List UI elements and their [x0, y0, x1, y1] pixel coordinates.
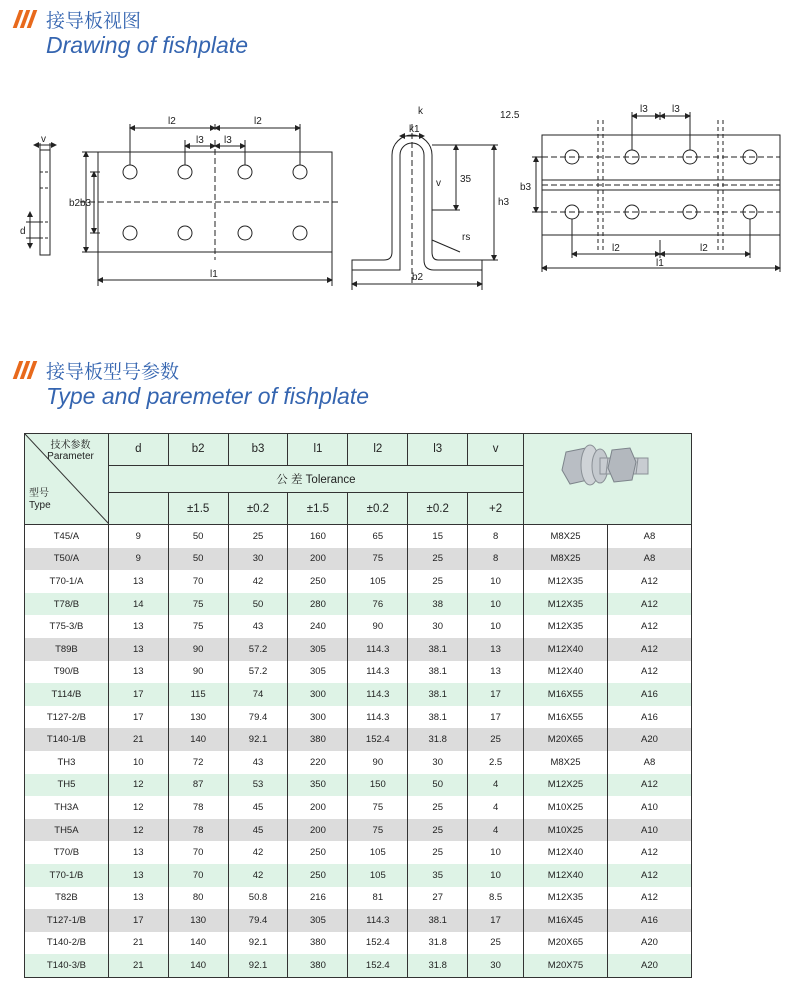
corner-parameter-label: 技术参数 Parameter [47, 440, 94, 462]
cell-type: T89B [25, 638, 109, 661]
cell-b2: 70 [168, 864, 228, 887]
cell-d: 10 [108, 751, 168, 774]
cell-b2: 130 [168, 909, 228, 932]
table-row [25, 661, 692, 684]
cell-v: 10 [468, 841, 524, 864]
cell-v: 4 [468, 796, 524, 819]
tolerance-b3: ±0.2 [228, 493, 288, 525]
table-row [25, 638, 692, 661]
dim-label-l3-top-right: l3 [672, 104, 680, 115]
table-row [25, 887, 692, 910]
cell-type: TH3 [25, 751, 109, 774]
cell-v: 17 [468, 683, 524, 706]
cell-l2: 76 [348, 593, 408, 616]
cell-l2: 152.4 [348, 728, 408, 751]
cell-b2: 90 [168, 661, 228, 684]
cell-grade: A10 [607, 819, 691, 842]
cell-l3: 15 [408, 525, 468, 548]
cell-bolt: M12X35 [524, 615, 608, 638]
dim-label-h3: h3 [498, 197, 510, 208]
cell-bolt: M16X55 [524, 706, 608, 729]
cell-grade: A12 [607, 570, 691, 593]
cell-l3: 38 [408, 593, 468, 616]
cell-grade: A16 [607, 683, 691, 706]
cell-l3: 35 [408, 864, 468, 887]
dim-label-l1-top: l1 [656, 258, 664, 269]
cell-l1: 160 [288, 525, 348, 548]
cell-l3: 31.8 [408, 954, 468, 977]
cell-b3: 42 [228, 570, 288, 593]
cell-bolt: M16X55 [524, 683, 608, 706]
cell-bolt: M8X25 [524, 548, 608, 571]
cell-bolt: M8X25 [524, 525, 608, 548]
cell-d: 12 [108, 819, 168, 842]
col-header-v: v [468, 434, 524, 466]
cell-v: 17 [468, 909, 524, 932]
cell-type: T50/A [25, 548, 109, 571]
cell-b3: 57.2 [228, 661, 288, 684]
cell-type: T114/B [25, 683, 109, 706]
col-header-l3: l3 [408, 434, 468, 466]
dim-label-v-bent: v [436, 178, 441, 189]
cell-l3: 25 [408, 796, 468, 819]
cell-grade: A16 [607, 706, 691, 729]
dim-label-angle: 12.5 [500, 110, 520, 121]
dim-label-k: k [418, 106, 423, 117]
cell-type: T70-1/A [25, 570, 109, 593]
dim-label-l2-top-left: l2 [612, 243, 620, 254]
cell-v: 8.5 [468, 887, 524, 910]
cell-l2: 114.3 [348, 638, 408, 661]
cell-d: 13 [108, 864, 168, 887]
cell-l3: 38.1 [408, 909, 468, 932]
cell-l2: 114.3 [348, 706, 408, 729]
cell-grade: A12 [607, 593, 691, 616]
cell-l1: 305 [288, 661, 348, 684]
dim-label-b3-front: b3 [80, 198, 92, 209]
cell-b3: 57.2 [228, 638, 288, 661]
tolerance-d [108, 493, 168, 525]
cell-b2: 140 [168, 954, 228, 977]
dim-label-b3-top: b3 [520, 182, 532, 193]
cell-b2: 78 [168, 796, 228, 819]
cell-v: 2.5 [468, 751, 524, 774]
cell-l3: 38.1 [408, 638, 468, 661]
cell-d: 21 [108, 932, 168, 955]
cell-d: 21 [108, 728, 168, 751]
cell-l2: 152.4 [348, 954, 408, 977]
cell-l1: 216 [288, 887, 348, 910]
cell-v: 4 [468, 819, 524, 842]
cell-d: 12 [108, 796, 168, 819]
tolerance-header: 公 差 Tolerance [108, 465, 523, 493]
cell-l2: 65 [348, 525, 408, 548]
cell-v: 17 [468, 706, 524, 729]
col-header-b3: b3 [228, 434, 288, 466]
cell-l1: 380 [288, 954, 348, 977]
cell-d: 17 [108, 706, 168, 729]
cell-type: T78/B [25, 593, 109, 616]
cell-l1: 280 [288, 593, 348, 616]
dim-label-l3-top-left: l3 [640, 104, 648, 115]
cell-l3: 25 [408, 570, 468, 593]
cell-grade: A12 [607, 841, 691, 864]
cell-b3: 53 [228, 774, 288, 797]
dim-label-35: 35 [460, 174, 472, 185]
cell-l3: 50 [408, 774, 468, 797]
col-header-l1: l1 [288, 434, 348, 466]
cell-d: 13 [108, 841, 168, 864]
cell-l1: 200 [288, 819, 348, 842]
cell-b2: 75 [168, 615, 228, 638]
cell-l3: 25 [408, 548, 468, 571]
cell-l2: 90 [348, 751, 408, 774]
cell-v: 25 [468, 728, 524, 751]
cell-grade: A8 [607, 548, 691, 571]
cell-bolt: M12X25 [524, 774, 608, 797]
section-title-zh: 接导板型号参数 [46, 361, 180, 383]
cell-grade: A20 [607, 728, 691, 751]
cell-type: TH3A [25, 796, 109, 819]
dim-label-rs: rs [462, 232, 471, 243]
cell-type: T140-3/B [25, 954, 109, 977]
cell-d: 17 [108, 683, 168, 706]
table-row [25, 615, 692, 638]
cell-l3: 31.8 [408, 932, 468, 955]
cell-l1: 305 [288, 909, 348, 932]
table-row [25, 864, 692, 887]
cell-l1: 220 [288, 751, 348, 774]
cell-b3: 92.1 [228, 728, 288, 751]
tolerance-l1: ±1.5 [288, 493, 348, 525]
tolerance-b2: ±1.5 [168, 493, 228, 525]
dim-label-b2-bent: b2 [412, 272, 424, 283]
cell-bolt: M20X75 [524, 954, 608, 977]
section-title-zh: 接导板视图 [46, 10, 142, 32]
dim-label-l1-front: l1 [210, 269, 218, 280]
cell-l2: 150 [348, 774, 408, 797]
fishplate-parameter-table [24, 433, 692, 978]
dim-label-d: d [20, 226, 26, 237]
cell-l3: 25 [408, 841, 468, 864]
cell-b2: 115 [168, 683, 228, 706]
table-row [25, 932, 692, 955]
cell-grade: A12 [607, 638, 691, 661]
table-row [25, 774, 692, 797]
cell-b2: 50 [168, 548, 228, 571]
cell-l1: 250 [288, 570, 348, 593]
cell-v: 8 [468, 525, 524, 548]
cell-b2: 80 [168, 887, 228, 910]
cell-l3: 38.1 [408, 683, 468, 706]
cell-l3: 38.1 [408, 706, 468, 729]
dim-label-l2-front-left: l2 [168, 116, 176, 127]
cell-b3: 50 [228, 593, 288, 616]
table-row [25, 954, 692, 977]
cell-l2: 81 [348, 887, 408, 910]
cell-grade: A12 [607, 661, 691, 684]
cell-bolt: M12X40 [524, 661, 608, 684]
cell-bolt: M12X35 [524, 593, 608, 616]
cell-type: TH5A [25, 819, 109, 842]
tolerance-l3: ±0.2 [408, 493, 468, 525]
cell-l1: 300 [288, 706, 348, 729]
table-row [25, 819, 692, 842]
cell-type: T70/B [25, 841, 109, 864]
cell-grade: A16 [607, 909, 691, 932]
cell-b3: 74 [228, 683, 288, 706]
cell-b3: 50.8 [228, 887, 288, 910]
cell-l3: 38.1 [408, 661, 468, 684]
parameter-table-body [25, 525, 692, 978]
cell-b2: 75 [168, 593, 228, 616]
cell-type: T140-2/B [25, 932, 109, 955]
cell-l3: 30 [408, 615, 468, 638]
cell-type: T82B [25, 887, 109, 910]
cell-d: 13 [108, 638, 168, 661]
cell-d: 13 [108, 661, 168, 684]
cell-v: 25 [468, 932, 524, 955]
cell-grade: A20 [607, 932, 691, 955]
dim-label-l3-front-right: l3 [224, 135, 232, 146]
cell-b3: 92.1 [228, 954, 288, 977]
cell-d: 13 [108, 615, 168, 638]
cell-l3: 27 [408, 887, 468, 910]
cell-d: 12 [108, 774, 168, 797]
table-row [25, 706, 692, 729]
cell-b3: 30 [228, 548, 288, 571]
cell-grade: A20 [607, 954, 691, 977]
col-header-l2: l2 [348, 434, 408, 466]
cell-type: T75-3/B [25, 615, 109, 638]
cell-l2: 105 [348, 570, 408, 593]
cell-l1: 200 [288, 548, 348, 571]
table-row [25, 796, 692, 819]
col-header-b2: b2 [168, 434, 228, 466]
cell-bolt: M10X25 [524, 819, 608, 842]
corner-header-cell [25, 434, 109, 525]
table-row [25, 525, 692, 548]
cell-bolt: M12X40 [524, 864, 608, 887]
cell-l1: 200 [288, 796, 348, 819]
table-row [25, 909, 692, 932]
cell-d: 13 [108, 887, 168, 910]
cell-l2: 75 [348, 819, 408, 842]
cell-b2: 70 [168, 841, 228, 864]
cell-b2: 140 [168, 728, 228, 751]
table-row [25, 548, 692, 571]
cell-grade: A12 [607, 864, 691, 887]
bolt-icon [548, 438, 668, 518]
table-row [25, 683, 692, 706]
cell-l3: 30 [408, 751, 468, 774]
cell-bolt: M12X40 [524, 841, 608, 864]
cell-v: 10 [468, 593, 524, 616]
table-row [25, 751, 692, 774]
cell-b2: 140 [168, 932, 228, 955]
cell-bolt: M12X35 [524, 570, 608, 593]
cell-b3: 43 [228, 615, 288, 638]
cell-bolt: M16X45 [524, 909, 608, 932]
cell-b3: 92.1 [228, 932, 288, 955]
table-row [25, 841, 692, 864]
cell-d: 17 [108, 909, 168, 932]
cell-l2: 105 [348, 864, 408, 887]
cell-type: T70-1/B [25, 864, 109, 887]
cell-b3: 45 [228, 819, 288, 842]
cell-b2: 72 [168, 751, 228, 774]
section-marker-icon [14, 361, 36, 381]
cell-bolt: M20X65 [524, 728, 608, 751]
cell-b2: 78 [168, 819, 228, 842]
cell-l2: 90 [348, 615, 408, 638]
cell-l2: 114.3 [348, 683, 408, 706]
cell-grade: A8 [607, 751, 691, 774]
cell-l1: 250 [288, 841, 348, 864]
cell-type: T127-1/B [25, 909, 109, 932]
cell-l1: 240 [288, 615, 348, 638]
col-header-d: d [108, 434, 168, 466]
cell-b3: 79.4 [228, 706, 288, 729]
cell-b3: 43 [228, 751, 288, 774]
section-title-en: Type and paremeter of fishplate [46, 383, 370, 409]
cell-b3: 25 [228, 525, 288, 548]
section-title-en: Drawing of fishplate [46, 32, 248, 58]
dim-label-l2-top-right: l2 [700, 243, 708, 254]
cell-b3: 42 [228, 864, 288, 887]
cell-grade: A10 [607, 796, 691, 819]
section-marker-icon [14, 10, 36, 30]
corner-type-label: 型号 Type [29, 488, 51, 511]
cell-v: 13 [468, 638, 524, 661]
cell-l2: 114.3 [348, 909, 408, 932]
cell-bolt: M12X40 [524, 638, 608, 661]
cell-b3: 42 [228, 841, 288, 864]
dim-label-l2-front-right: l2 [254, 116, 262, 127]
cell-b2: 130 [168, 706, 228, 729]
cell-type: T45/A [25, 525, 109, 548]
cell-d: 9 [108, 548, 168, 571]
cell-v: 8 [468, 548, 524, 571]
cell-type: T140-1/B [25, 728, 109, 751]
fishplate-technical-drawing [20, 100, 790, 300]
cell-b2: 70 [168, 570, 228, 593]
tolerance-l2: ±0.2 [348, 493, 408, 525]
cell-v: 13 [468, 661, 524, 684]
cell-bolt: M10X25 [524, 796, 608, 819]
cell-l2: 75 [348, 796, 408, 819]
dim-label-b2-front: b2 [69, 198, 81, 209]
cell-l2: 152.4 [348, 932, 408, 955]
cell-bolt: M8X25 [524, 751, 608, 774]
cell-l2: 114.3 [348, 661, 408, 684]
dim-label-l3-front-left: l3 [196, 135, 204, 146]
cell-bolt: M12X35 [524, 887, 608, 910]
cell-grade: A12 [607, 615, 691, 638]
cell-type: T127-2/B [25, 706, 109, 729]
cell-l1: 300 [288, 683, 348, 706]
cell-b3: 45 [228, 796, 288, 819]
cell-v: 10 [468, 615, 524, 638]
cell-b2: 87 [168, 774, 228, 797]
cell-v: 10 [468, 864, 524, 887]
cell-l2: 105 [348, 841, 408, 864]
table-row [25, 593, 692, 616]
cell-l1: 380 [288, 728, 348, 751]
side-view-plate [40, 150, 50, 255]
table-row [25, 570, 692, 593]
cell-d: 9 [108, 525, 168, 548]
cell-grade: A12 [607, 887, 691, 910]
table-row [25, 728, 692, 751]
cell-v: 30 [468, 954, 524, 977]
cell-grade: A8 [607, 525, 691, 548]
cell-b2: 90 [168, 638, 228, 661]
cell-l1: 250 [288, 864, 348, 887]
cell-type: TH5 [25, 774, 109, 797]
cell-l1: 350 [288, 774, 348, 797]
cell-l3: 25 [408, 819, 468, 842]
cell-grade: A12 [607, 774, 691, 797]
cell-d: 14 [108, 593, 168, 616]
dim-label-k1: k1 [409, 124, 420, 135]
cell-type: T90/B [25, 661, 109, 684]
cell-l2: 75 [348, 548, 408, 571]
cell-v: 10 [468, 570, 524, 593]
dim-label-v-side: v [41, 134, 46, 145]
cell-d: 13 [108, 570, 168, 593]
cell-b2: 50 [168, 525, 228, 548]
tolerance-v: +2 [468, 493, 524, 525]
cell-bolt: M20X65 [524, 932, 608, 955]
bent-plate-profile [352, 135, 482, 270]
bolt-image-cell [524, 434, 692, 525]
cell-l1: 380 [288, 932, 348, 955]
cell-l1: 305 [288, 638, 348, 661]
cell-v: 4 [468, 774, 524, 797]
cell-b3: 79.4 [228, 909, 288, 932]
cell-d: 21 [108, 954, 168, 977]
cell-l3: 31.8 [408, 728, 468, 751]
